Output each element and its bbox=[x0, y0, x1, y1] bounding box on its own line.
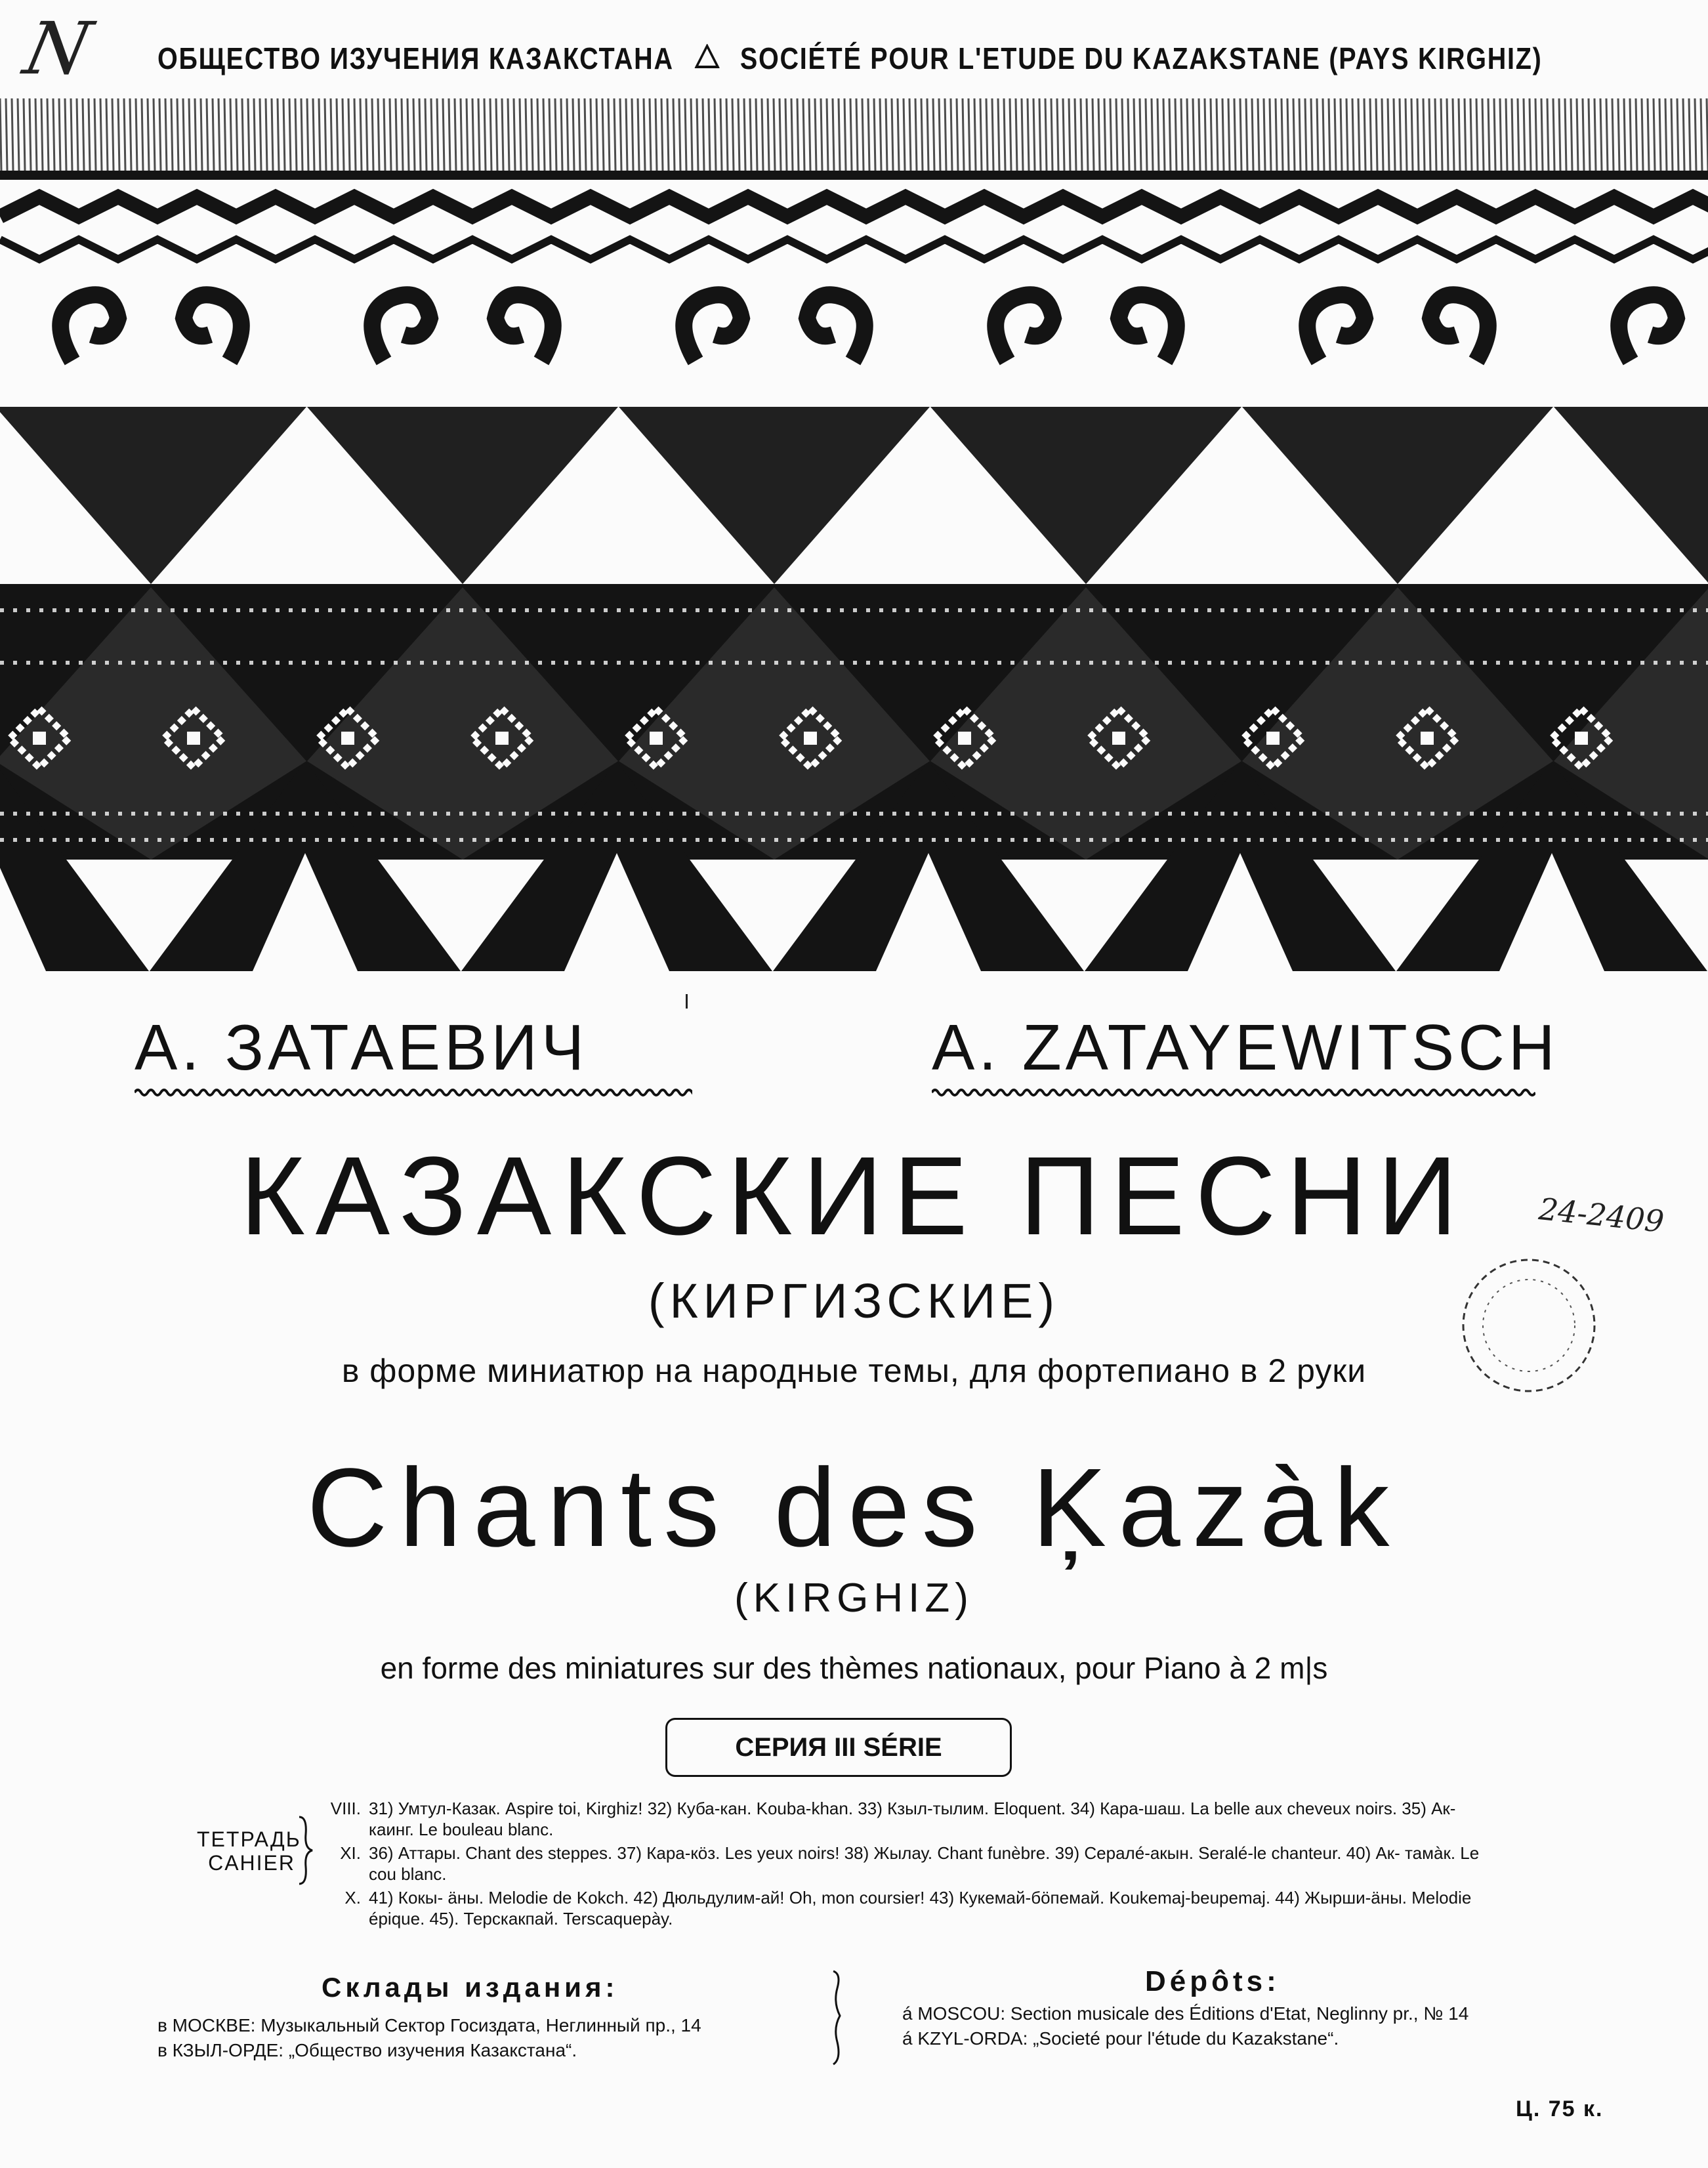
main-title-ru: КАЗАКСКИЕ ПЕСНИ bbox=[240, 1134, 1468, 1259]
cahier-label-fr: CAHIER bbox=[208, 1851, 295, 1875]
warehouses-title: Склады издания: bbox=[322, 1972, 619, 2003]
warehouse-kzyl-orda: в КЗЫЛ-ОРДЕ: „Общество изучения Казакстана“. bbox=[157, 2040, 577, 2060]
depot-moscow: á MOSCOU: Section musicale des Éditions d'Etat, Neglinny pr., № 14 bbox=[902, 2003, 1469, 2024]
author-fr-underline bbox=[932, 1086, 1535, 1099]
list-item bbox=[315, 1887, 1496, 1929]
author-name-fr: A. ZATAYEWITSCH bbox=[932, 1011, 1559, 1083]
library-stamp bbox=[1453, 1250, 1604, 1401]
description-fr: en forme des miniatures sur des thèmes nationaux, pour Piano à 2 m|s bbox=[380, 1651, 1328, 1685]
cahier-contents bbox=[315, 1798, 1496, 1932]
cahier-brace bbox=[295, 1814, 315, 1887]
volume-songs: 41) Кокы- äны. Melodie de Kokch. 42) Дюльдулим-ай! Oh, mon coursier! 43) Кукемай-бӧпемай. Koukemaj-beupemaj. 44) Жырши-äны. Melodie épique. 45). Терскакпай. Terscaquepày. bbox=[369, 1888, 1472, 1928]
divider-brace bbox=[828, 1969, 848, 2067]
subtitle-ru: (КИРГИЗСКИЕ) bbox=[648, 1274, 1060, 1328]
cahier-label-ru: ТЕТРАДЬ bbox=[197, 1827, 301, 1851]
center-tick-mark bbox=[686, 994, 688, 1009]
volume-number: VIII. bbox=[330, 1799, 361, 1818]
warehouse-moscow: в МОСКВЕ: Музыкальный Сектор Госиздата, Неглинный пр., 14 bbox=[157, 2015, 701, 2035]
warehouses-list bbox=[157, 2013, 701, 2063]
description-ru: в форме миниатюр на народные темы, для фортепиано в 2 руки bbox=[341, 1352, 1367, 1389]
volume-songs: 31) Умтул-Казак. Aspire toi, Kirghiz! 32) Куба-кан. Kouba-khan. 33) Кзыл-тылим. Eloquent. 34) Кара-шаш. La belle aux cheveux noirs. 35) Ак-каинг. Le bouleau blanc. bbox=[369, 1799, 1456, 1839]
society-header bbox=[157, 41, 1543, 76]
subtitle-fr: (KIRGHIZ) bbox=[734, 1575, 974, 1621]
depots-title: Dépôts: bbox=[1145, 1965, 1280, 1997]
textile-ornament-image bbox=[0, 98, 1708, 971]
depot-kzyl-orda: á KZYL-ORDA: „Societé pour l'étude du Kazakstane“. bbox=[902, 2028, 1339, 2049]
list-item bbox=[315, 1843, 1496, 1885]
series-label: СЕРИЯ III SÉRIE bbox=[675, 1718, 1003, 1777]
triangle-outline-icon bbox=[694, 41, 719, 76]
main-title-fr: Chants des Ķazàk bbox=[306, 1446, 1402, 1570]
list-item bbox=[315, 1798, 1496, 1840]
handwritten-mark: N bbox=[17, 7, 98, 91]
volume-songs: 36) Аттары. Chant des steppes. 37) Кара-кӧз. Les yeux noirs! 38) Жылау. Chant funèbre. 39) Сералé-акын. Seralé-le chanteur. 40) Ак- тамàк. Le cou blanc. bbox=[369, 1843, 1480, 1884]
volume-number: X. bbox=[344, 1888, 361, 1907]
author-ru-underline bbox=[135, 1086, 692, 1099]
author-name-ru: А. ЗАТАЕВИЧ bbox=[135, 1011, 589, 1083]
depots-list bbox=[902, 2001, 1468, 2051]
society-name-fr: SOCIÉTÉ POUR L'ETUDE DU KAZAKSTANE (PAYS KIRGHIZ) bbox=[739, 41, 1543, 75]
handwritten-catalog-number: 24-2409 bbox=[1537, 1191, 1666, 1240]
price-label: Ц. 75 к. bbox=[1516, 2096, 1604, 2121]
society-name-ru: ОБЩЕСТВО ИЗУЧЕНИЯ КАЗАКСТАНА bbox=[157, 41, 674, 75]
volume-number: XI. bbox=[340, 1843, 361, 1863]
cahier-label bbox=[197, 1827, 301, 1875]
ornament-graphic bbox=[0, 98, 1708, 971]
